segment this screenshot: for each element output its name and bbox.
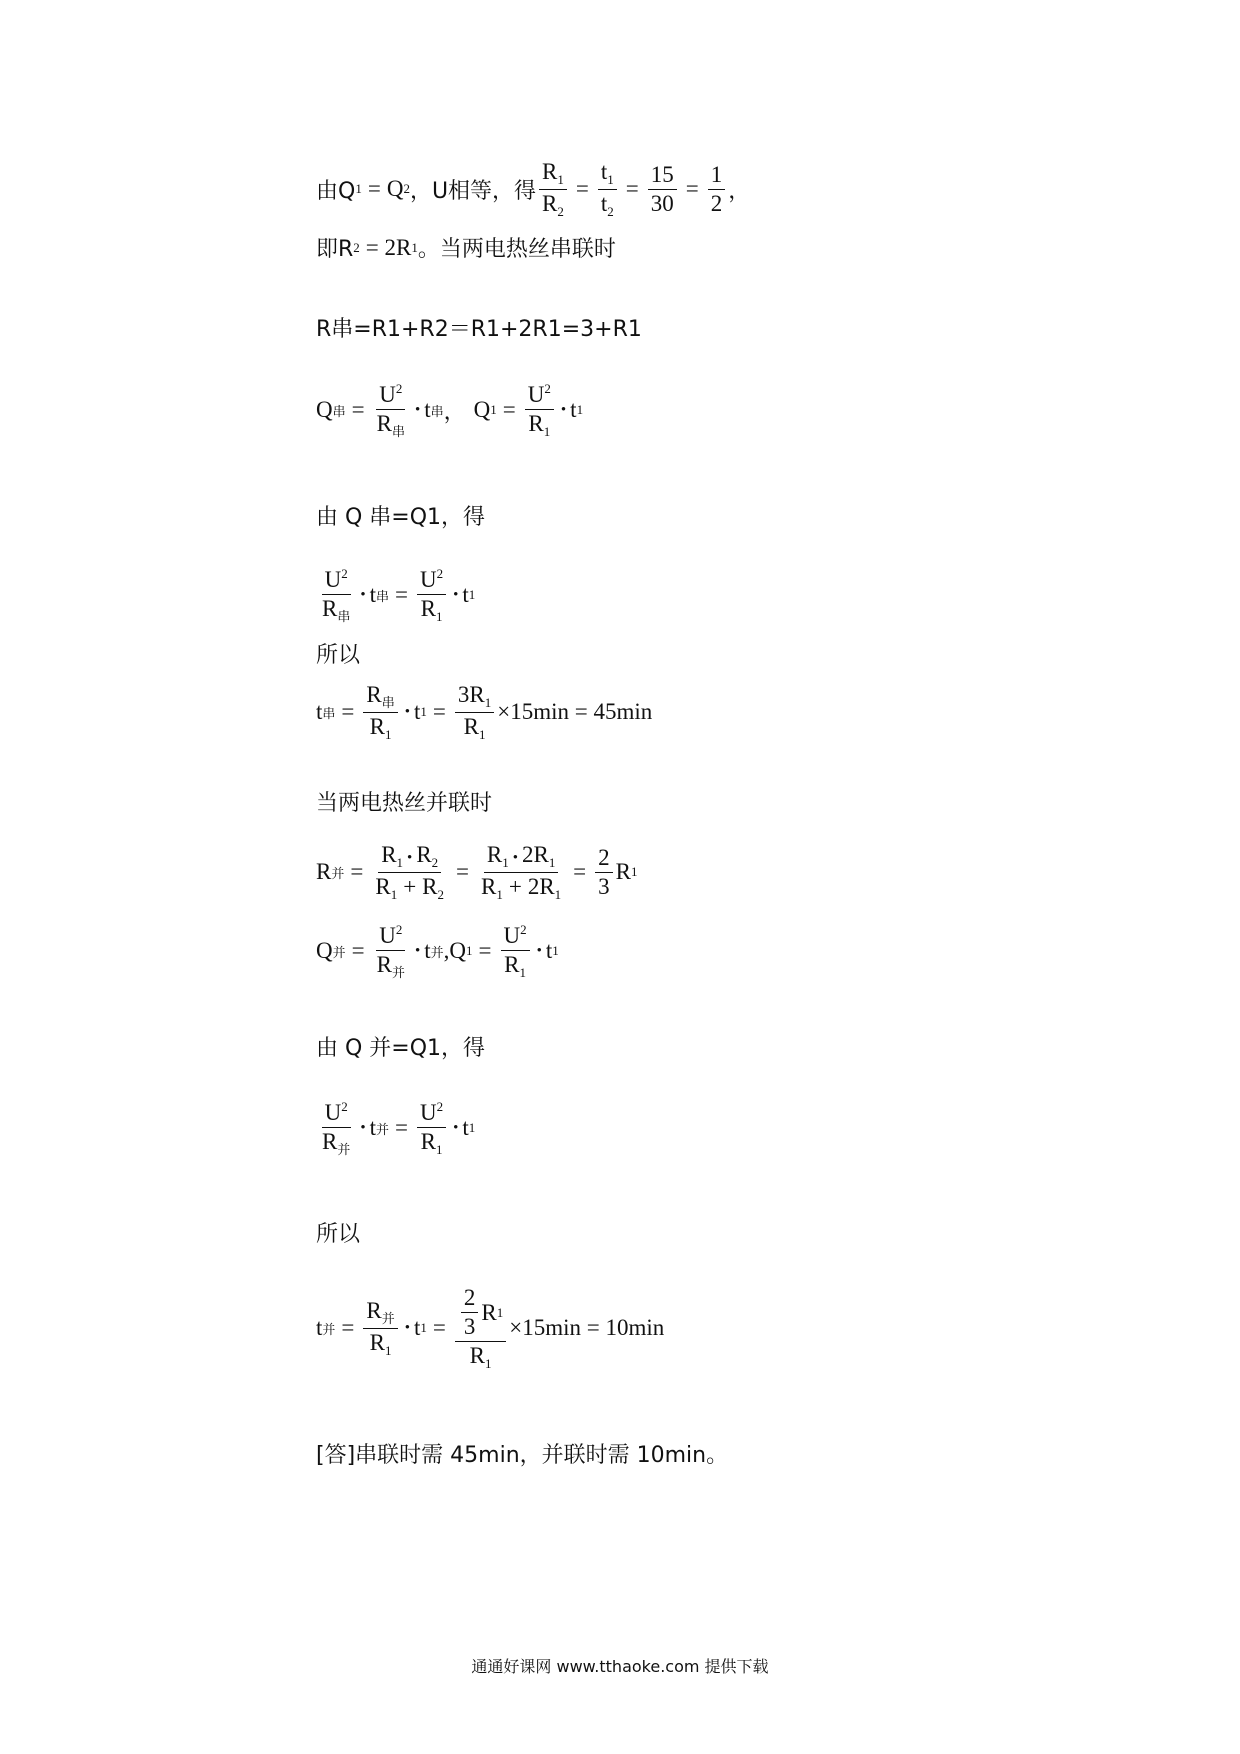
fraction-u2-r1 bbox=[525, 382, 554, 439]
q: Q bbox=[449, 938, 467, 964]
r: R bbox=[542, 190, 558, 216]
sub: 1 bbox=[502, 855, 509, 870]
text-series: 。当两电热丝串联时 bbox=[417, 237, 616, 262]
eq: = bbox=[351, 938, 365, 964]
r: R bbox=[416, 842, 432, 867]
t: t bbox=[424, 938, 431, 964]
sup: 2 bbox=[436, 566, 444, 581]
sub: 1 bbox=[355, 181, 362, 197]
fraction-2-3 bbox=[595, 846, 613, 899]
dot: • bbox=[414, 401, 421, 418]
t: t bbox=[462, 582, 469, 608]
two-r: 2R bbox=[527, 873, 555, 899]
sub: 串 bbox=[337, 609, 351, 625]
text-parallel: 当两电热丝并联时 bbox=[316, 791, 493, 816]
eq: = bbox=[456, 859, 469, 885]
dot: • bbox=[404, 703, 411, 720]
eq: = bbox=[367, 176, 381, 202]
den: 3 bbox=[598, 873, 610, 899]
dot: • bbox=[360, 586, 366, 603]
r: R bbox=[375, 873, 391, 899]
r: R bbox=[366, 1298, 382, 1324]
sub: 2 bbox=[437, 886, 445, 902]
fraction-15-30 bbox=[648, 163, 677, 216]
sub: 1 bbox=[490, 402, 497, 418]
text-q-parallel-eq: 由 Q 并=Q1，得 bbox=[316, 1036, 486, 1061]
r: R bbox=[420, 1129, 436, 1155]
dot: • bbox=[407, 850, 413, 866]
r: R bbox=[481, 873, 497, 899]
comma: ， bbox=[443, 399, 466, 425]
r: R bbox=[481, 1299, 497, 1325]
num: 2 bbox=[461, 1286, 479, 1313]
comma: , bbox=[443, 938, 450, 964]
sub: 1 bbox=[468, 1120, 476, 1136]
sub: 1 bbox=[420, 704, 427, 720]
t: t bbox=[545, 938, 553, 964]
sub: 2 bbox=[607, 203, 614, 219]
fraction-r1-r2 bbox=[539, 160, 567, 218]
sup: 2 bbox=[341, 566, 348, 581]
sub: 1 bbox=[484, 1356, 492, 1372]
dot: • bbox=[453, 1119, 459, 1136]
sub: 2 bbox=[353, 239, 360, 255]
sub: 1 bbox=[554, 886, 562, 902]
fraction-1-2 bbox=[708, 163, 726, 216]
sub: 1 bbox=[484, 695, 492, 710]
text-u-equal: ，U相等，得 bbox=[409, 178, 537, 204]
r: R bbox=[322, 1129, 338, 1155]
dot: • bbox=[560, 401, 567, 418]
u: U bbox=[420, 567, 437, 592]
sup: 2 bbox=[520, 922, 527, 937]
sub: 并 bbox=[381, 1311, 395, 1327]
q: Q bbox=[316, 938, 333, 964]
r: R bbox=[366, 682, 382, 707]
sub: 并 bbox=[322, 1321, 336, 1337]
dot: • bbox=[453, 586, 459, 603]
dot: • bbox=[536, 942, 542, 959]
fraction-r1-2r1 bbox=[478, 843, 564, 901]
t: t bbox=[414, 699, 421, 725]
sub: 串 bbox=[376, 588, 390, 604]
equation-ratio bbox=[316, 160, 750, 218]
result-10min: ×15min = 10min bbox=[509, 1315, 665, 1341]
r: R bbox=[376, 952, 392, 978]
formula-series-equal bbox=[316, 567, 475, 624]
u: U bbox=[324, 567, 342, 592]
sub: 1 bbox=[548, 855, 556, 870]
sub: 并 bbox=[337, 1142, 351, 1158]
fraction-u2-r1 bbox=[501, 923, 530, 980]
fraction-u2-rpar bbox=[374, 923, 408, 980]
eq: = bbox=[685, 176, 699, 202]
r: R bbox=[463, 713, 479, 739]
t: t bbox=[600, 190, 608, 216]
answer-text: [答]串联时需 45min，并联时需 10min。 bbox=[316, 1443, 729, 1468]
eq: = bbox=[478, 938, 492, 964]
fraction-rpar-r1 bbox=[363, 1299, 397, 1357]
sub: 并 bbox=[430, 944, 444, 960]
sub: 1 bbox=[496, 886, 503, 902]
text-you-q: 由Q bbox=[316, 178, 356, 204]
u: U bbox=[420, 1100, 437, 1125]
formula-q-parallel bbox=[316, 923, 559, 980]
dot: • bbox=[512, 850, 518, 866]
q-symbol: Q bbox=[386, 176, 404, 202]
fraction-u2-r1 bbox=[417, 567, 446, 624]
sub: 1 bbox=[552, 943, 559, 959]
r: R bbox=[322, 596, 338, 622]
sub: 1 bbox=[420, 1320, 427, 1336]
eq: = bbox=[351, 397, 365, 423]
text-ji-r: 即R bbox=[316, 237, 354, 262]
t: t bbox=[424, 397, 431, 423]
sup: 2 bbox=[544, 381, 551, 396]
r: R bbox=[376, 411, 392, 437]
fraction-u2-rser bbox=[319, 567, 353, 624]
t: t bbox=[316, 1315, 323, 1341]
eq: = bbox=[502, 397, 516, 423]
eq: = bbox=[575, 176, 589, 202]
fraction-rser-r1 bbox=[363, 683, 397, 741]
fraction-u2-rser bbox=[374, 382, 408, 439]
plus: + bbox=[508, 873, 522, 899]
footer-credit: 通通好课网 www.tthaoke.com 提供下载 bbox=[471, 1657, 769, 1676]
r: R bbox=[316, 859, 332, 885]
u: U bbox=[379, 382, 396, 407]
r: R bbox=[486, 842, 503, 867]
eq: = bbox=[573, 859, 587, 885]
sub: 并 bbox=[376, 1121, 390, 1137]
q: Q bbox=[316, 397, 333, 423]
formula-r-parallel bbox=[316, 843, 638, 901]
fraction-3r1-r1 bbox=[455, 683, 494, 741]
eq-2r: = 2R bbox=[365, 234, 412, 260]
sub: 1 bbox=[543, 424, 551, 440]
plus: + bbox=[403, 873, 417, 899]
den: 30 bbox=[650, 190, 674, 216]
dot: • bbox=[360, 1119, 366, 1136]
formula-t-series bbox=[316, 683, 652, 741]
sup: 2 bbox=[395, 381, 403, 396]
num: 2 bbox=[595, 846, 613, 873]
sub: 1 bbox=[631, 864, 638, 880]
t: t bbox=[369, 1115, 377, 1141]
dot: • bbox=[404, 1319, 411, 1336]
u: U bbox=[379, 923, 396, 948]
r: R bbox=[504, 952, 520, 978]
result-45min: ×15min = 45min bbox=[497, 699, 653, 725]
sub: 1 bbox=[466, 943, 473, 959]
comma: ， bbox=[728, 178, 751, 204]
eq: = bbox=[625, 176, 639, 202]
num: 1 bbox=[708, 163, 726, 190]
t: t bbox=[570, 397, 577, 423]
t: t bbox=[316, 699, 323, 725]
r: R bbox=[615, 859, 631, 885]
eq: = bbox=[395, 582, 409, 608]
r: R bbox=[420, 596, 436, 622]
eq: = bbox=[341, 1315, 355, 1341]
eq: = bbox=[350, 859, 364, 885]
sub: 1 bbox=[519, 965, 526, 981]
t: t bbox=[369, 582, 377, 608]
sub: 1 bbox=[390, 886, 398, 902]
sub: 串 bbox=[381, 695, 395, 710]
sub: 1 bbox=[384, 726, 392, 742]
r: R bbox=[469, 682, 485, 707]
sub: 2 bbox=[431, 855, 439, 870]
equation-r2 bbox=[316, 232, 616, 263]
sub: 1 bbox=[496, 1304, 504, 1320]
sub: 并 bbox=[332, 944, 346, 960]
sub: 1 bbox=[396, 855, 404, 870]
num: 15 bbox=[648, 163, 677, 190]
fraction-2-3 bbox=[461, 1286, 479, 1339]
sup: 2 bbox=[436, 1099, 444, 1114]
den: 2 bbox=[710, 190, 723, 216]
fraction-product-sum bbox=[372, 843, 447, 901]
r: R bbox=[542, 159, 558, 184]
three: 3 bbox=[457, 682, 470, 707]
q: Q bbox=[473, 397, 491, 423]
eq: = bbox=[341, 699, 355, 725]
r: R bbox=[381, 842, 397, 867]
sub: 1 bbox=[411, 239, 418, 255]
u: U bbox=[527, 382, 545, 407]
sub: 串 bbox=[430, 403, 444, 419]
sub: 并 bbox=[331, 865, 345, 881]
r: R bbox=[369, 713, 385, 739]
sub: 串 bbox=[322, 705, 336, 721]
sub: 1 bbox=[607, 172, 614, 187]
u: U bbox=[324, 1100, 342, 1125]
fraction-t1-t2 bbox=[598, 160, 617, 218]
fraction-u2-rpar bbox=[319, 1100, 353, 1157]
text-q-series-eq: 由 Q 串=Q1，得 bbox=[316, 505, 486, 530]
r: R bbox=[369, 1329, 385, 1355]
sub: 1 bbox=[436, 1142, 443, 1158]
sub: 串 bbox=[332, 403, 346, 419]
fraction-u2-r1 bbox=[417, 1100, 446, 1157]
r: R bbox=[422, 873, 438, 899]
dot: • bbox=[414, 942, 421, 959]
eq: = bbox=[432, 1315, 446, 1341]
formula-t-parallel bbox=[316, 1286, 664, 1371]
text-therefore: 所以 bbox=[316, 1222, 361, 1247]
text-therefore: 所以 bbox=[316, 643, 361, 668]
formula-q-series bbox=[316, 382, 583, 439]
u: U bbox=[503, 923, 521, 948]
sub: 并 bbox=[391, 965, 405, 981]
sub: 1 bbox=[468, 587, 476, 603]
eq: = bbox=[395, 1115, 409, 1141]
t: t bbox=[600, 159, 608, 184]
sub: 2 bbox=[557, 203, 564, 219]
sub: 1 bbox=[436, 609, 443, 625]
series-resistance-text: R串=R1+R2＝R1+2R1=3+R1 bbox=[316, 317, 642, 342]
sub: 串 bbox=[391, 424, 405, 440]
r: R bbox=[469, 1343, 485, 1369]
sub: 1 bbox=[576, 402, 584, 418]
formula-parallel-equal bbox=[316, 1100, 475, 1157]
den: 3 bbox=[463, 1314, 476, 1340]
sup: 2 bbox=[341, 1099, 348, 1114]
sup: 2 bbox=[395, 922, 403, 937]
sub: 1 bbox=[478, 726, 486, 742]
sub: 2 bbox=[403, 181, 410, 197]
t: t bbox=[414, 1315, 421, 1341]
fraction-two-thirds-r1-over-r1 bbox=[455, 1286, 506, 1371]
eq: = bbox=[432, 699, 446, 725]
sub: 1 bbox=[557, 172, 564, 187]
two-r: 2R bbox=[521, 842, 549, 867]
r: R bbox=[528, 411, 544, 437]
t: t bbox=[462, 1115, 469, 1141]
sub: 1 bbox=[384, 1342, 392, 1358]
